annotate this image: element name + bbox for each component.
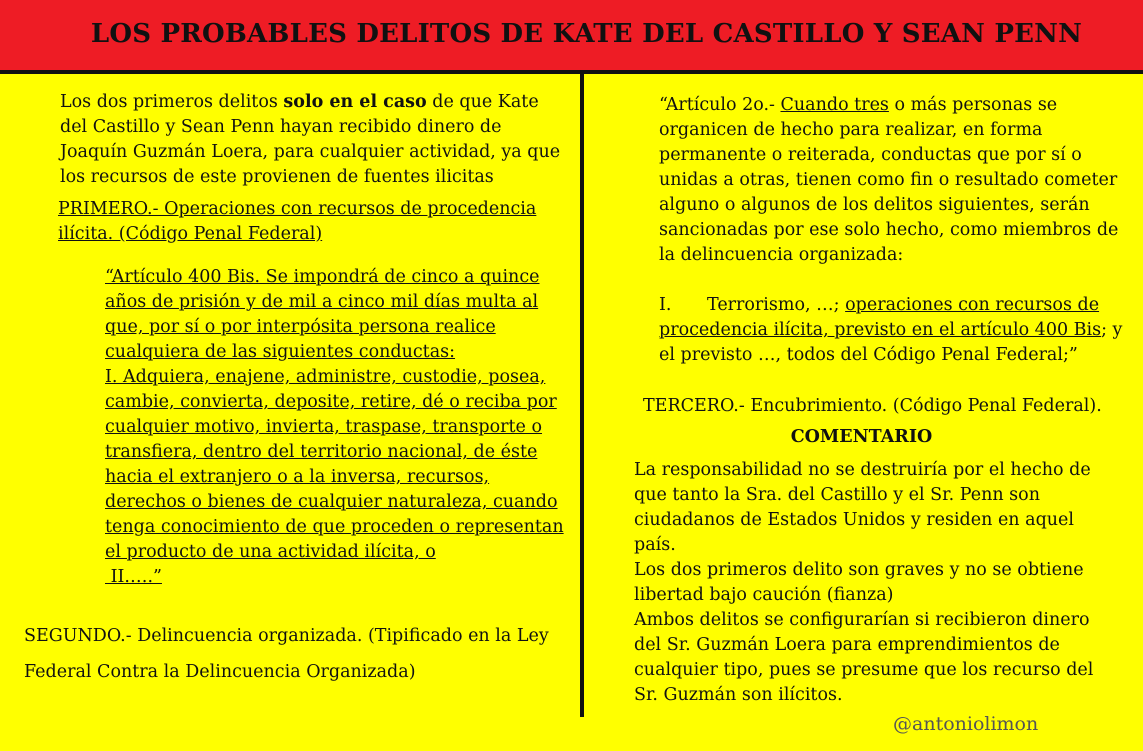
- comentario-title: COMENTARIO: [790, 427, 933, 447]
- comentario-line: que tanto la Sra. del Castillo y el Sr. Penn son: [634, 485, 1040, 505]
- intro-text: Los dos primeros delitos: [60, 92, 284, 112]
- art400-line: años de prisión y de mil a cinco mil días multa al: [105, 292, 539, 312]
- comentario-body: [634, 458, 1093, 708]
- art2-underlined: Cuando tres: [780, 95, 889, 115]
- fraccion-line-2: [659, 318, 1122, 343]
- segundo-heading: [24, 618, 549, 690]
- art2-line: organicen de hecho para realizar, en forma: [659, 120, 1043, 140]
- art400-line: el producto de una actividad ilícita, o: [105, 542, 436, 562]
- fraccion-text: Terrorismo, …;: [707, 295, 846, 315]
- art2-text: o más personas se: [888, 95, 1058, 115]
- author-handle: @antoniolimon: [893, 713, 1039, 735]
- header-banner: [0, 0, 1143, 74]
- intro-emphasis: solo en el caso: [283, 92, 427, 112]
- art2-line: alguno o algunos de los delitos siguientes, serán: [659, 195, 1090, 215]
- segundo-line-1: SEGUNDO.- Delincuencia organizada. (Tipificado en la Ley: [24, 626, 549, 646]
- art2-line: sancionadas por ese solo hecho, como miembros de: [659, 220, 1119, 240]
- tercero-line: TERCERO.- Encubrimiento. (Código Penal Federal).: [643, 396, 1102, 416]
- art2-line-1: [659, 93, 1118, 118]
- comentario-line: del Sr. Guzmán Loera para emprendimientos de: [634, 635, 1060, 655]
- art400-line: “Artículo 400 Bis. Se impondrá de cinco a quince: [105, 267, 540, 287]
- article-2-quote: [659, 93, 1118, 268]
- art400-line: hacia el extranjero o a la inversa, recursos,: [105, 467, 490, 487]
- comentario-line: Sr. Guzmán son ilícitos.: [634, 685, 843, 705]
- comentario-line: La responsabilidad no se destruiría por el hecho de: [634, 460, 1091, 480]
- fraccion-line-3: el previsto …, todos del Código Penal Federal;”: [659, 345, 1078, 365]
- art400-line: derechos o bienes de cualquier naturaleza, cuando: [105, 492, 558, 512]
- comentario-line: Los dos primeros delito son graves y no se obtiene: [634, 560, 1084, 580]
- fraccion-numeral: I.: [659, 295, 672, 315]
- segundo-line-2: Federal Contra la Delincuencia Organizada): [24, 662, 416, 682]
- page-title: LOS PROBABLES DELITOS DE KATE DEL CASTILLO Y SEAN PENN: [90, 19, 1083, 49]
- art2-line: unidas a otras, tienen como fin o resultado cometer: [659, 170, 1118, 190]
- article-400-bis-quote: [105, 265, 564, 590]
- comentario-line: país.: [634, 535, 676, 555]
- fraccion-underlined: operaciones con recursos de: [845, 295, 1100, 315]
- art400-line: cambie, convierta, deposite, retire, dé o reciba por: [105, 392, 557, 412]
- art400-line: cualquiera de las siguientes conductas:: [105, 342, 456, 362]
- primero-heading: [58, 197, 536, 247]
- primero-line-1: PRIMERO.- Operaciones con recursos de procedencia: [58, 199, 537, 219]
- intro-paragraph: [60, 90, 560, 190]
- fraccion-line-1: [659, 293, 1122, 318]
- art2-text: “Artículo 2o.-: [659, 95, 781, 115]
- intro-line-1: [60, 90, 560, 115]
- intro-line-4: los recursos de este provienen de fuentes ilicitas: [60, 167, 494, 187]
- fraccion-text: ; y: [1101, 320, 1123, 340]
- art2-line: la delincuencia organizada:: [659, 245, 904, 265]
- art400-line: que, por sí o por interpósita persona realice: [105, 317, 496, 337]
- tercero-heading: [643, 394, 1102, 419]
- comentario-line: libertad bajo caución (fianza): [634, 585, 894, 605]
- intro-text: de que Kate: [426, 92, 539, 112]
- art400-line: I. Adquiera, enajene, administre, custodie, posea,: [105, 367, 546, 387]
- fraccion-i: [659, 293, 1122, 368]
- art400-line: transfiera, dentro del territorio nacional, de éste: [105, 442, 538, 462]
- art400-line: II.….”: [105, 567, 162, 587]
- comentario-line: cualquier tipo, pues se presume que los recurso del: [634, 660, 1094, 680]
- fraccion-underlined: procedencia ilícita, previsto en el artículo 400 Bis: [659, 320, 1102, 340]
- art400-line: cualquier motivo, invierta, traspase, transporte o: [105, 417, 543, 437]
- art400-line: tenga conocimiento de que proceden o representan: [105, 517, 564, 537]
- art2-line: permanente o reiterada, conductas que por sí o: [659, 145, 1082, 165]
- comentario-line: ciudadanos de Estados Unidos y residen en aquel: [634, 510, 1075, 530]
- column-divider: [580, 74, 584, 717]
- comentario-line: Ambos delitos se configurarían si recibieron dinero: [634, 610, 1090, 630]
- primero-line-2: ilícita. (Código Penal Federal): [58, 224, 323, 244]
- intro-line-2: del Castillo y Sean Penn hayan recibido dinero de: [60, 117, 502, 137]
- intro-line-3: Joaquín Guzmán Loera, para cualquier actividad, ya que: [60, 142, 561, 162]
